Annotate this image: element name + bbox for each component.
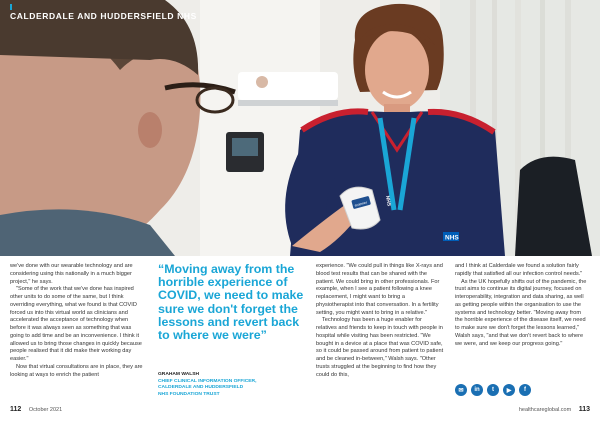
lanyard-label: NHS <box>384 195 392 207</box>
quote-author-title: NHS FOUNDATION TRUST <box>158 391 220 397</box>
youtube-icon[interactable]: ▶ <box>503 384 515 396</box>
paragraph: Now that virtual consultations are in place, they are looking at ways to enrich the patient <box>10 363 143 378</box>
quote-author-title: CHIEF CLINICAL INFORMATION OFFICER, <box>158 378 257 384</box>
section-accent-bar <box>10 4 12 10</box>
page-number-left: 112 <box>10 406 22 413</box>
linkedin-icon[interactable]: in <box>471 384 483 396</box>
article-column-4 <box>455 263 589 348</box>
footer-right <box>519 406 590 413</box>
nhs-badge-label: NHS <box>445 234 459 242</box>
section-label: CALDERDALE AND HUDDERSFIELD NHS <box>10 11 197 21</box>
page-number-right: 113 <box>578 406 590 413</box>
quote-author-name: GRAHAM WALSH <box>158 372 200 377</box>
scanner-label: scanner <box>354 200 368 208</box>
paragraph: As the UK hopefully shifts out of the pandemic, the trust aims to continue its digital journey, focused on interoperability, integration and data sharing, as well as getting people within the organisation to use the systems and technology better. "Moving away from the horrible experience of the disease itself, we need to make sure we don't forget the lessons learned," Walsh says, "and that we don't revert back to where we were, and we keep our progress going." <box>455 278 587 347</box>
email-icon[interactable]: ✉ <box>455 384 467 396</box>
paragraph: experience. "We could pull in things like X-rays and blood test results that can be shared with the patient. We could bring in other professionals. For example, when I see a patient following a knee replacement, I might want to bring a physiotherapist into that conversation. In a fertility setting, you might want to bring in a relative." <box>316 263 443 316</box>
paragraph: we've done with our wearable technology and are considering using this nationally in a much bigger project," he says. <box>10 263 133 285</box>
quote-author-title: CALDERDALE AND HUDDERSFIELD <box>158 385 244 391</box>
article-column-3 <box>316 263 444 379</box>
pull-quote: “Moving away from the horrible experience of COVID, we need to make sure we don't forget the lessons and revert back to where we were” <box>158 262 304 343</box>
paragraph: Technology has been a huge enabler for relatives and friends to keep in touch with people in hospital while visiting has been restricted. "We bought in a device at a place that was COVID safe, so it could be passed around from patient to patient and be cleaned in-between," Walsh says. "Other trusts struggled at the beginning to find how they could do this, <box>316 317 444 378</box>
pull-quote-attribution <box>158 372 306 398</box>
paragraph: "Some of the work that we've done has inspired other units to do some of the same, but I think overriding everything, what we found is that COVID forced us into this virtual world as clinicians and accelerated the acceptance of technology when before it was always seen as something that was going to add time and be an inconvenience. I think it allowed us to bring those changes in quickly because people realised that it did make their working day easier." <box>10 286 142 362</box>
article-column-1 <box>10 263 144 379</box>
facebook-icon[interactable]: f <box>519 384 531 396</box>
social-links <box>455 384 531 396</box>
site-url[interactable]: healthcareglobal.com <box>518 407 572 413</box>
twitter-icon[interactable]: t <box>487 384 499 396</box>
issue-date: October 2021 <box>28 407 63 413</box>
footer-left <box>10 406 62 413</box>
paragraph: and I think at Calderdale we found a solution fairly rapidly that satisfied all our infection control needs." <box>455 263 583 277</box>
